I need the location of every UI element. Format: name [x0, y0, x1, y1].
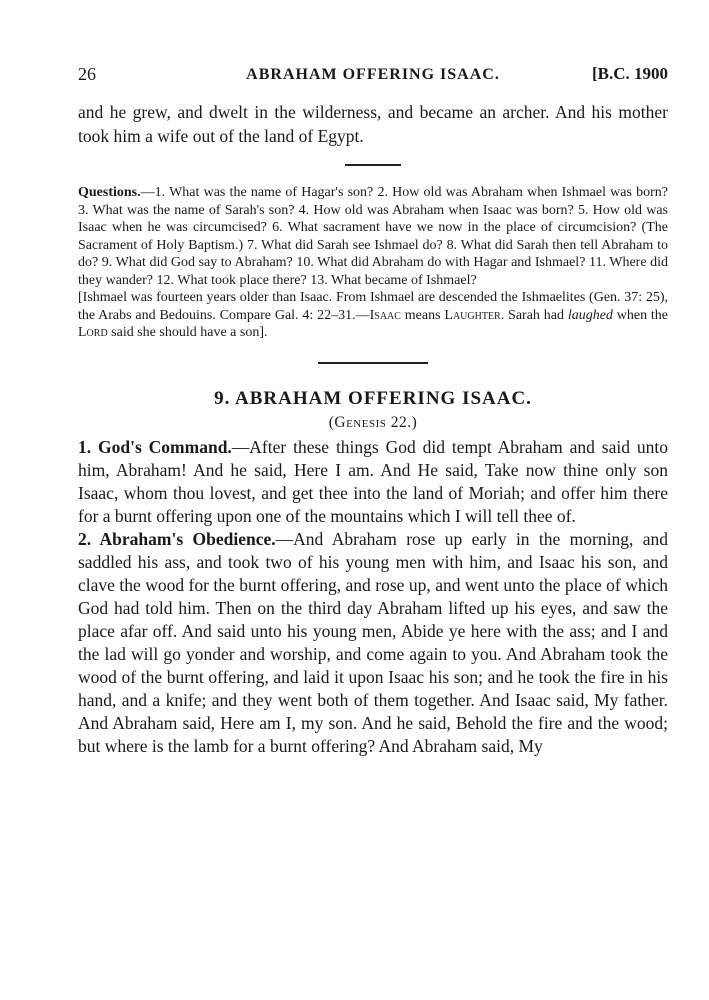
questions-paragraph: [78, 184, 668, 289]
section-title: 9. ABRAHAM OFFERING ISAAC.: [214, 387, 532, 409]
page-number: 26: [78, 64, 96, 84]
paragraph-heading: 1. God's Command.: [78, 436, 232, 457]
questions-text: —1. What was the name of Hagar's son? 2. How old was Abraham when Ishmael was born? 3. What was the name of Sarah's son? 4. How old was Abraham when Isaac was born? 5. How old was Isaac when he was circumcised? 6. What sacrament have we now in the place of circumcision? (The Sacrament of Holy Baptism.) 7. What did Sarah see Ishmael do? 8. What did Sarah then tell Abraham to do? 9. What did God say to Abraham? 10. What did Abraham do with Hagar and Ishmael? 11. Where did they wander? 12. What took place there? 13. What became of Ishmael?: [78, 185, 668, 288]
reference-book: Genesis: [334, 413, 387, 431]
reference-open: (: [328, 413, 335, 431]
note-text-1: [Ishmael was fourteen years older than Isaac. From Ishmael are descended the Ishmaelites (Gen. 37: 25), the Arabs and Bedouins. Compare Gal. 4: 22–31.—: [78, 290, 668, 323]
date-mark: [B.C. 1900: [591, 64, 668, 83]
lesson-body: [78, 436, 668, 758]
note-laughter: Laughter: [444, 307, 501, 323]
scripture-reference: [78, 414, 668, 432]
page: [78, 58, 668, 758]
divider-long: [318, 362, 428, 364]
paragraph-heading: 2. Abraham's Obedience.: [78, 528, 276, 549]
intro-paragraph: and he grew, and dwelt in the wilderness, and became an archer. And his mother took him a wife out of the land of Egypt.: [78, 102, 668, 146]
note-means: means: [400, 307, 445, 323]
note-paragraph: [78, 289, 668, 342]
paragraph-text: —And Abraham rose up early in the morning, and saddled his ass, and took two of his young men with him, and Isaac his son, and clave the wood for the burnt offering, and rose up, and went unto the place of which God had told him. Then on the third day Abraham lifted up his eyes, and saw the place afar off. And said unto his young men, Abide ye here with the ass; and I and the lad will go yonder and worship, and come again to you. And Abraham took the wood of the burnt offering, and laid it upon Isaac his son; and he took the fire in his hand, and a knife; and they went both of them together. And Isaac said, My father. And Abraham said, Here am I, my son. And he said, Behold the fire and the wood; but where is the lamb for a burnt offering? And Abraham said, My: [78, 528, 668, 756]
note-text-2: . Sarah had: [500, 307, 568, 323]
questions-block: [78, 184, 668, 342]
paragraph-gods-command: [78, 436, 668, 528]
note-text-3: when the: [612, 307, 669, 323]
note-text-4: said she should have a son].: [107, 325, 268, 340]
running-header: [78, 58, 668, 86]
reference-rest: 22.): [386, 413, 418, 431]
running-title: ABRAHAM OFFERING ISAAC.: [246, 66, 500, 83]
paragraph-abrahams-obedience: [78, 528, 668, 758]
divider-short: [345, 164, 401, 166]
note-lord: Lord: [78, 325, 108, 340]
questions-label: Questions.: [78, 185, 141, 200]
note-laughed: laughed: [567, 307, 613, 323]
note-isaac: Isaac: [369, 307, 401, 323]
paragraph-text: —After these things God did tempt Abraham and said unto him, Abraham! And he said, Here I am. And He said, Take now thine only son Isaac, whom thou lovest, and get thee into the land of Moriah; and offer him there for a burnt offering upon one of the mountains which I will tell thee of.: [78, 436, 668, 526]
